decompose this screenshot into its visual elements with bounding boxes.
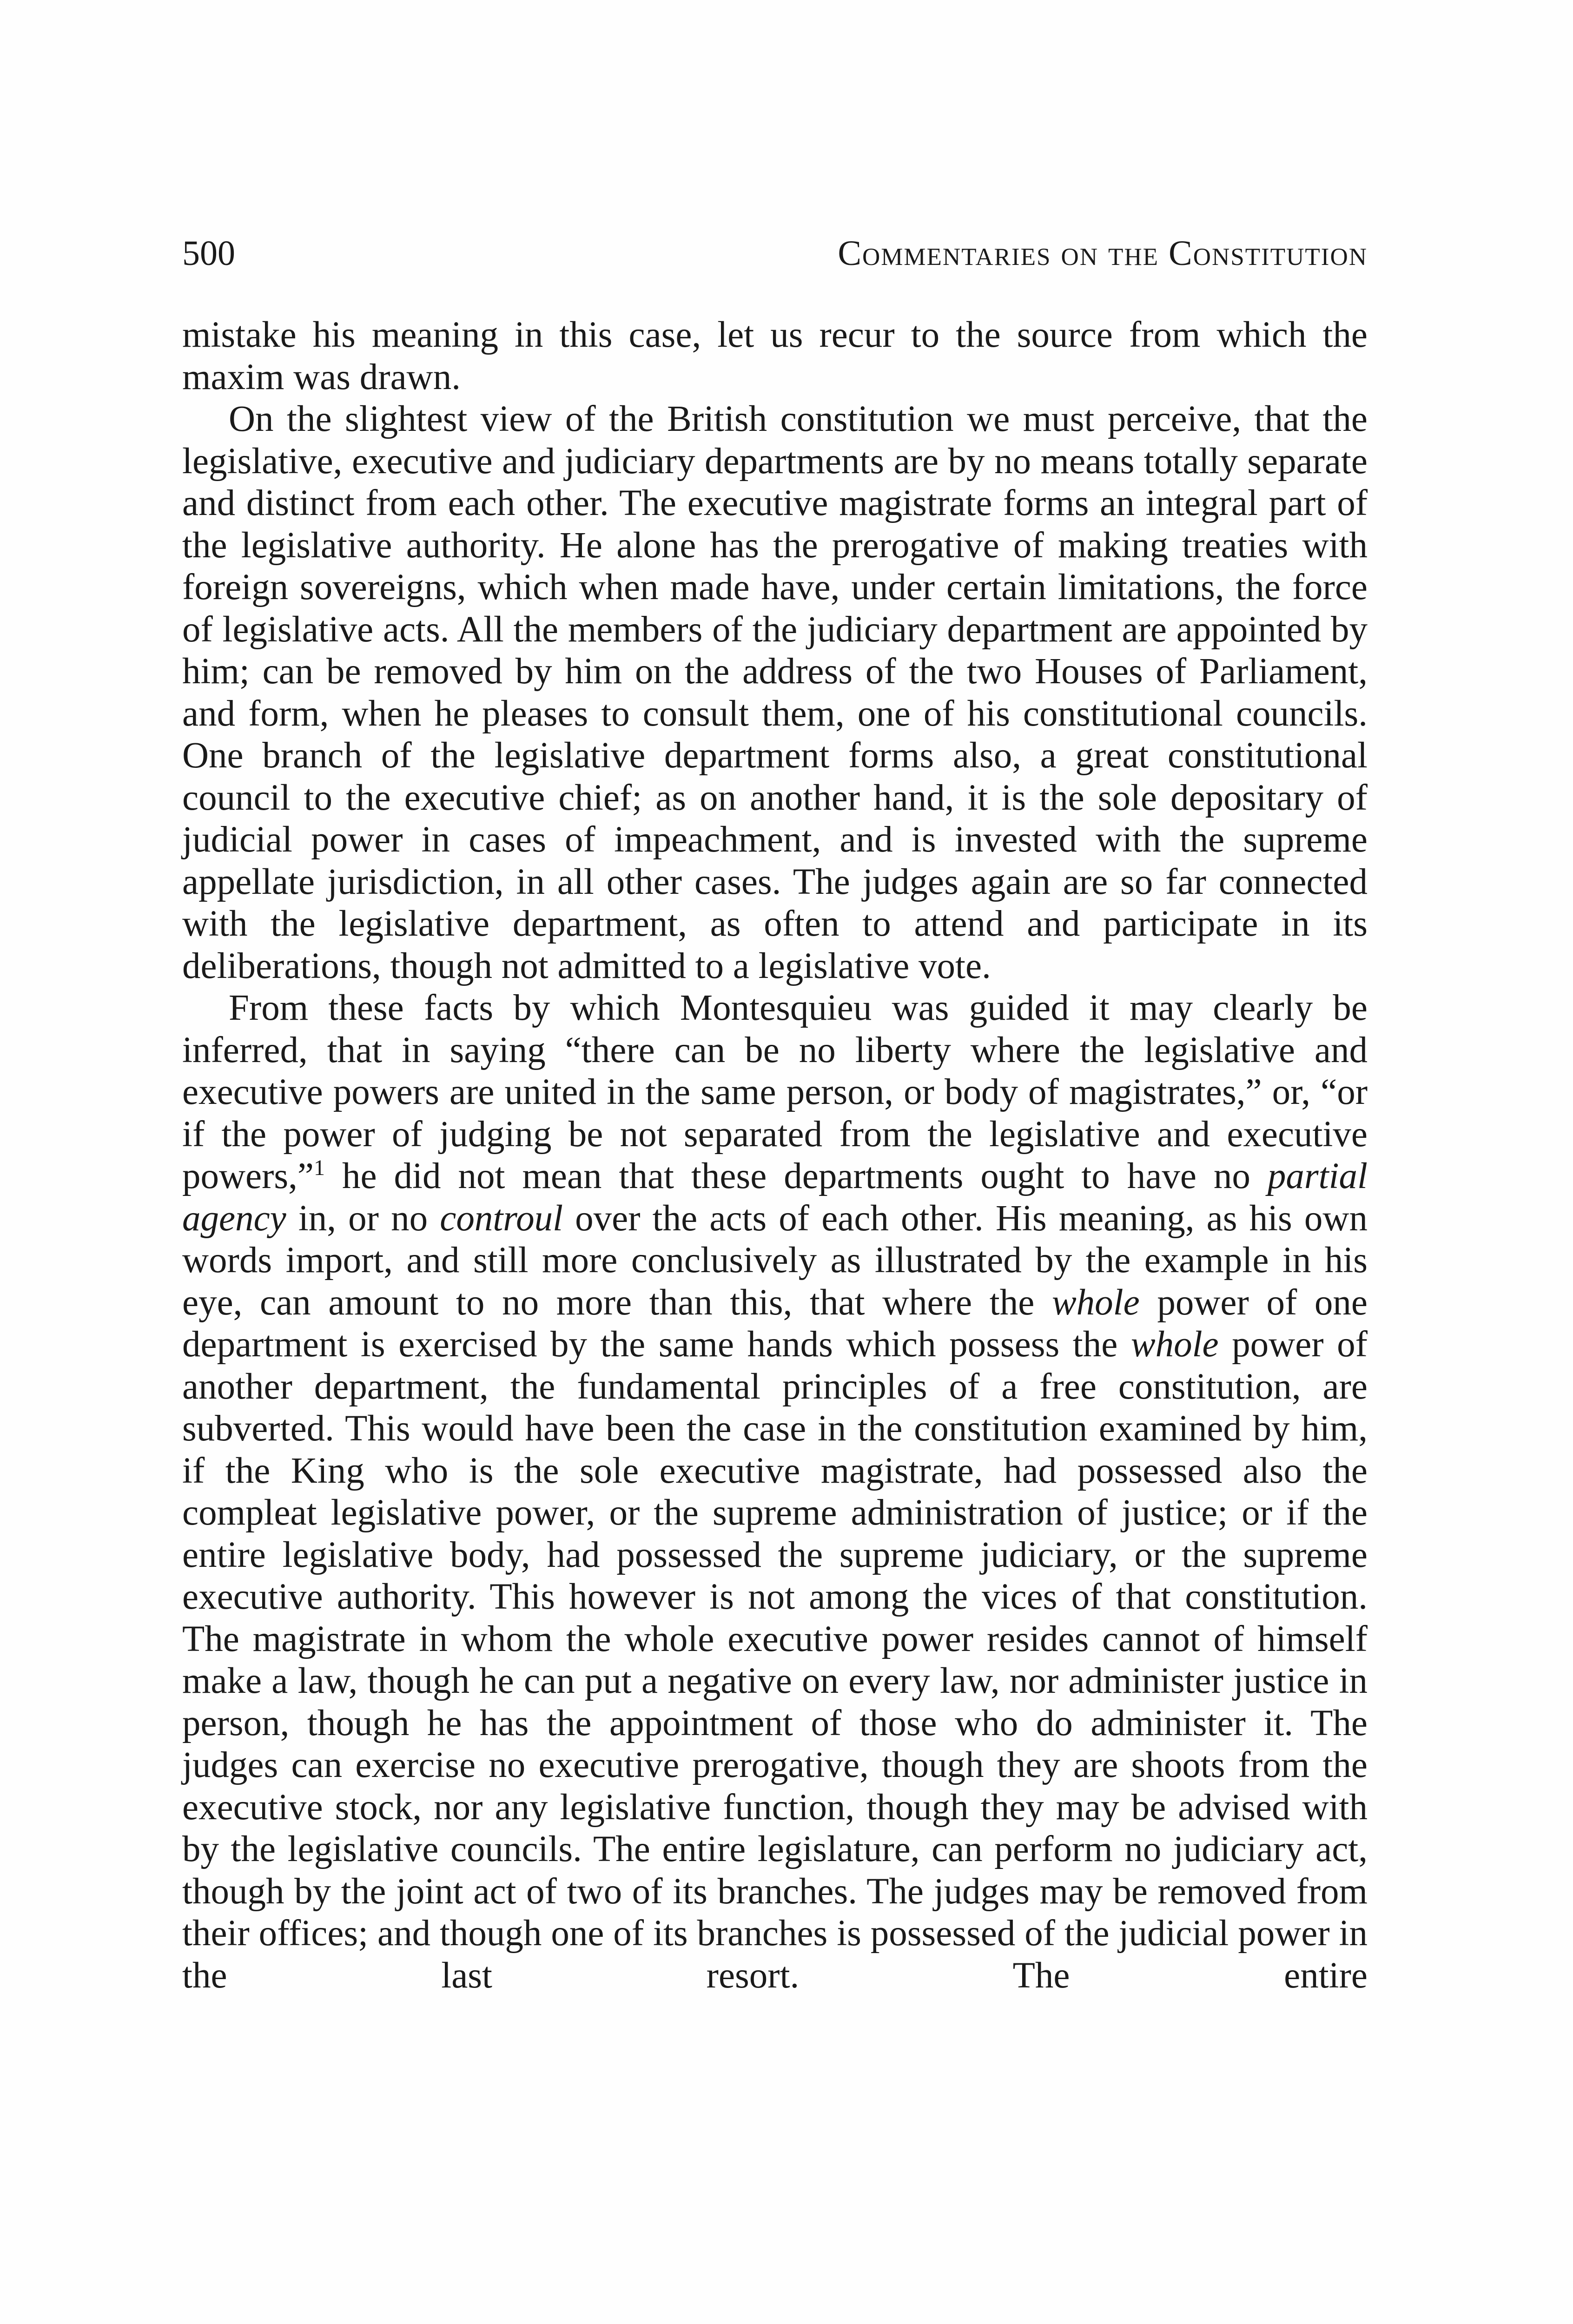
paragraph-3-text-6: power of another department, the fundamental principles of a free constitution, are subverted. This would have been the case in the constitution examined by him, if the King who is the sole executive magistrate, had possessed also the compleat legislative power, or the supreme administration of justice; or if the entire legislative body, had possessed the supreme judiciary, or the supreme executive authority. This however is not among the vices of that constitution. The magistrate in whom the whole executive power resides cannot of himself make a law, though he can put a negative on every law, nor administer justice in person, though he has the appointment of those who do administer it. The judges can exercise no executive prerogative, though they are shoots from the executive stock, nor any legislative function, though they may be advised with by the legislative councils. The entire legislature, can perform no judiciary act, though by the joint act of two of its branches. The judges may be removed from their offices; and though one of its branches is possessed of the judicial power in the last resort. The entire	[182, 1324, 1368, 1996]
emphasis-partial-agency: partial agency	[182, 1156, 1368, 1239]
paragraph-3-text-3: in, or no	[286, 1198, 440, 1239]
page-number: 500	[182, 234, 235, 273]
emphasis-whole-2: whole	[1130, 1324, 1219, 1365]
emphasis-controul: controul	[440, 1198, 563, 1239]
paragraph-3-text-1: From these facts by which Montesquieu was guided it may clearly be inferred, that in saying “there can be no liberty where the legislative and executive powers are united in the same person, or body of magistrates,” or, “or if the power of judging be not separated from the legislative and executive powers,”	[182, 988, 1368, 1196]
body-text	[182, 314, 1368, 1997]
paragraph-3	[182, 987, 1368, 1997]
paragraph-3-text-5: power of one department is exercised by the same hands which possess the	[182, 1282, 1368, 1365]
footnote-reference: 1	[313, 1155, 325, 1180]
emphasis-whole-1: whole	[1051, 1282, 1140, 1323]
running-title: Commentaries on the Constitution	[838, 234, 1368, 273]
paragraph-3-text-2: he did not mean that these departments ought to have no	[324, 1156, 1268, 1196]
paragraph-1: mistake his meaning in this case, let us recur to the source from which the maxim was drawn.	[182, 315, 1368, 397]
paragraph-2: On the slightest view of the British constitution we must perceive, that the legislative, executive and judiciary departments are by no means totally separate and distinct from each other. The executive magistrate forms an integral part of the legislative authority. He alone has the prerogative of making treaties with foreign sovereigns, which when made have, under certain limitations, the force of legislative acts. All the members of the judiciary department are appointed by him; can be removed by him on the address of the two Houses of Parliament, and form, when he pleases to consult them, one of his constitutional councils. One branch of the legislative department forms also, a great constitutional council to the executive chief; as on another hand, it is the sole depositary of judicial power in cases of impeachment, and is invested with the supreme appellate jurisdiction, in all other cases. The judges again are so far connected with the legislative department, as often to attend and participate in its deliberations, though not admitted to a legislative vote.	[182, 399, 1368, 986]
page-header	[182, 228, 1368, 279]
paragraph-3-text-4: over the acts of each other. His meaning, as his own words import, and still more conclusively as illustrated by the example in his eye, can amount to no more than this, that where the	[182, 1198, 1368, 1323]
